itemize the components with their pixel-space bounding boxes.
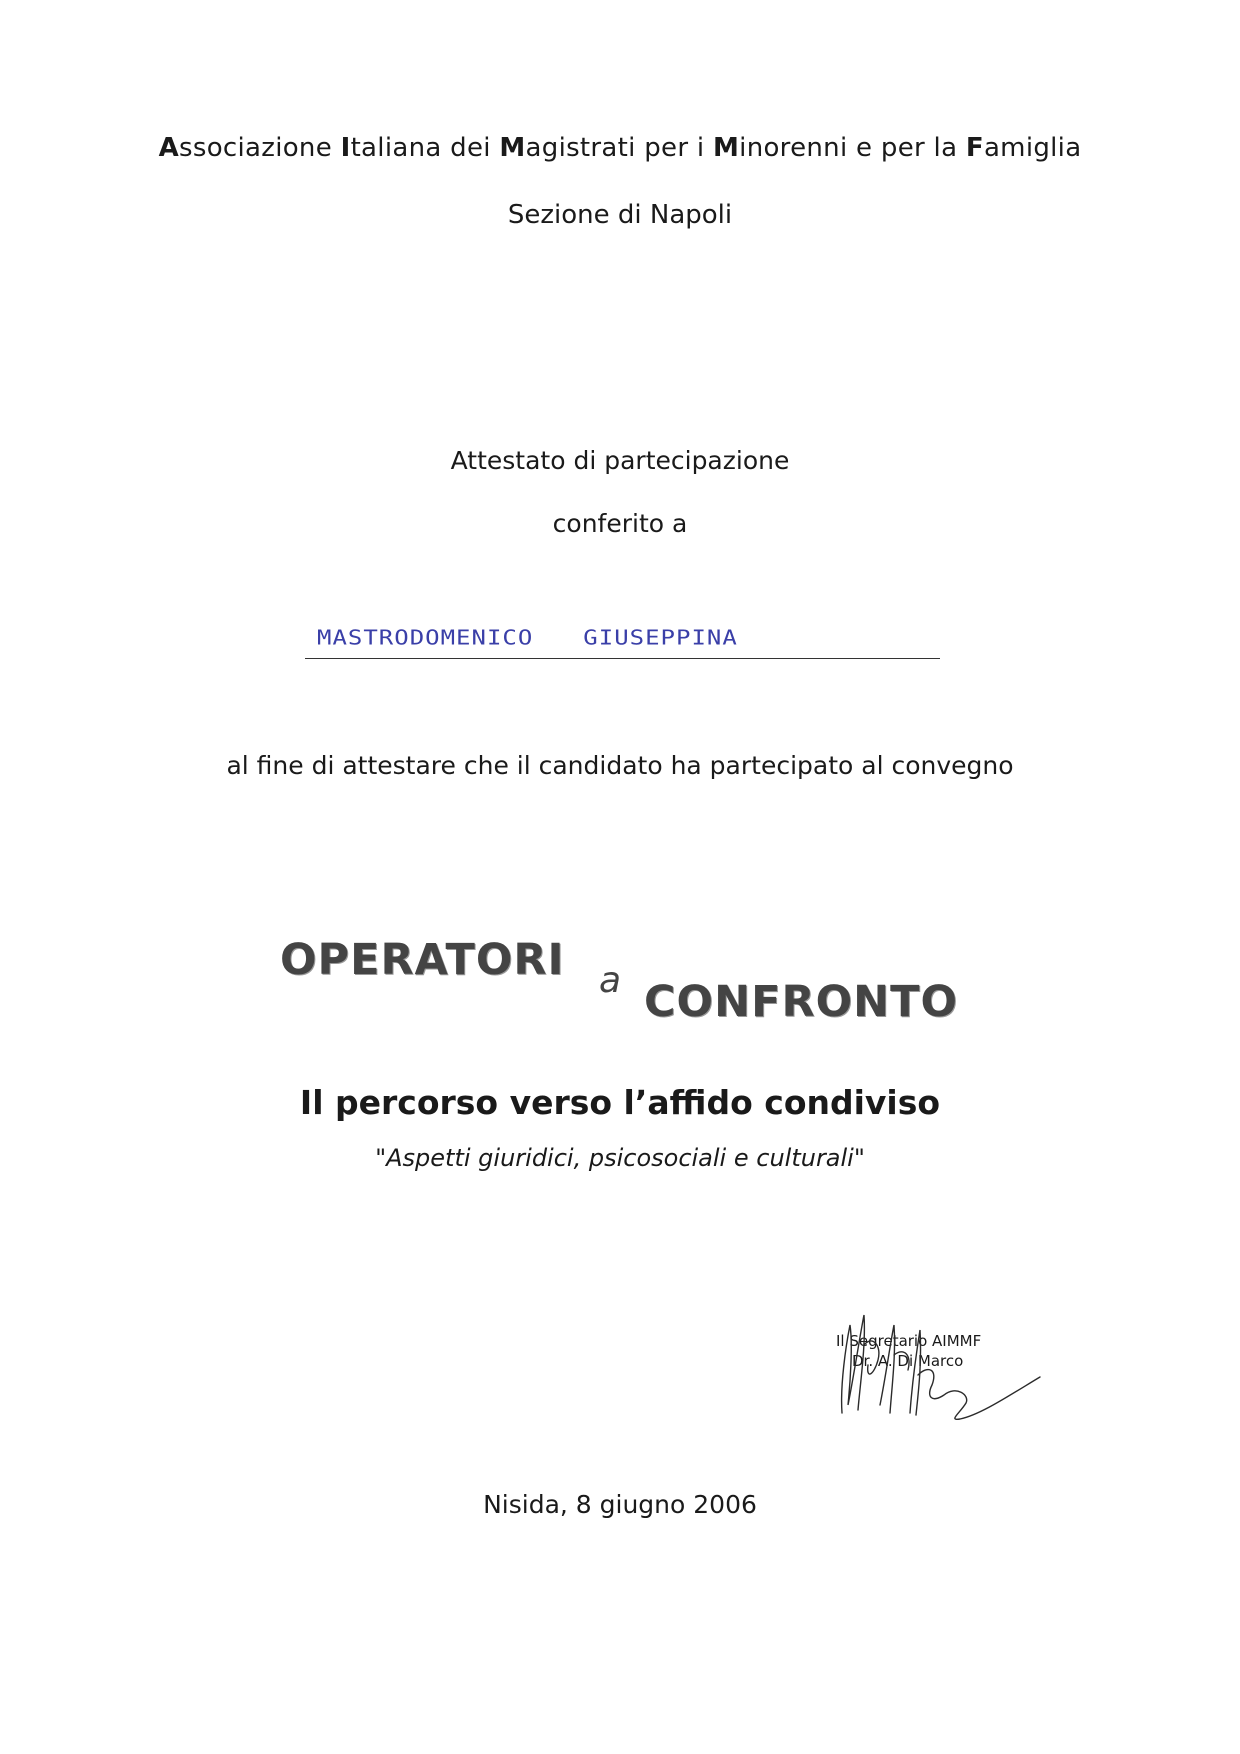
org-part: Magistrati per i <box>499 133 713 163</box>
org-part: Famiglia <box>965 133 1082 163</box>
recipient-name-line <box>305 622 940 659</box>
section-name: Sezione di Napoli <box>507 200 733 230</box>
handwritten-signature-icon <box>820 1285 1060 1425</box>
recipient-first-name: GIUSEPPINA <box>583 626 738 650</box>
signature-block <box>820 1285 1060 1425</box>
event-title-part2: CONFRONTO <box>644 977 959 1027</box>
conferred-to-label: conferito a <box>552 509 688 538</box>
org-part: Minorenni e per la <box>712 133 966 163</box>
recipient-handwritten-name <box>317 626 738 650</box>
org-part: Italiana dei <box>340 133 500 163</box>
certificate-title: Attestato di partecipazione <box>450 446 790 475</box>
recipient-surname: MASTRODOMENICO <box>317 626 534 650</box>
event-tagline: "Aspetti giuridici, psicosociali e culturali" <box>375 1144 865 1172</box>
event-title-connector: a <box>599 960 622 1001</box>
purpose-statement: al fine di attestare che il candidato ha partecipato al convegno <box>226 751 1014 780</box>
signatory-name: Dr. A. Di Marco <box>852 1352 964 1370</box>
event-subtitle: Il percorso verso l’affido condiviso <box>299 1083 941 1122</box>
event-title-part1: OPERATORI <box>280 935 565 985</box>
signatory-role: Il Segretario AIMMF <box>836 1332 982 1350</box>
place-and-date: Nisida, 8 giugno 2006 <box>483 1490 757 1519</box>
organization-name <box>0 133 1240 163</box>
org-part: Associazione <box>158 133 341 163</box>
